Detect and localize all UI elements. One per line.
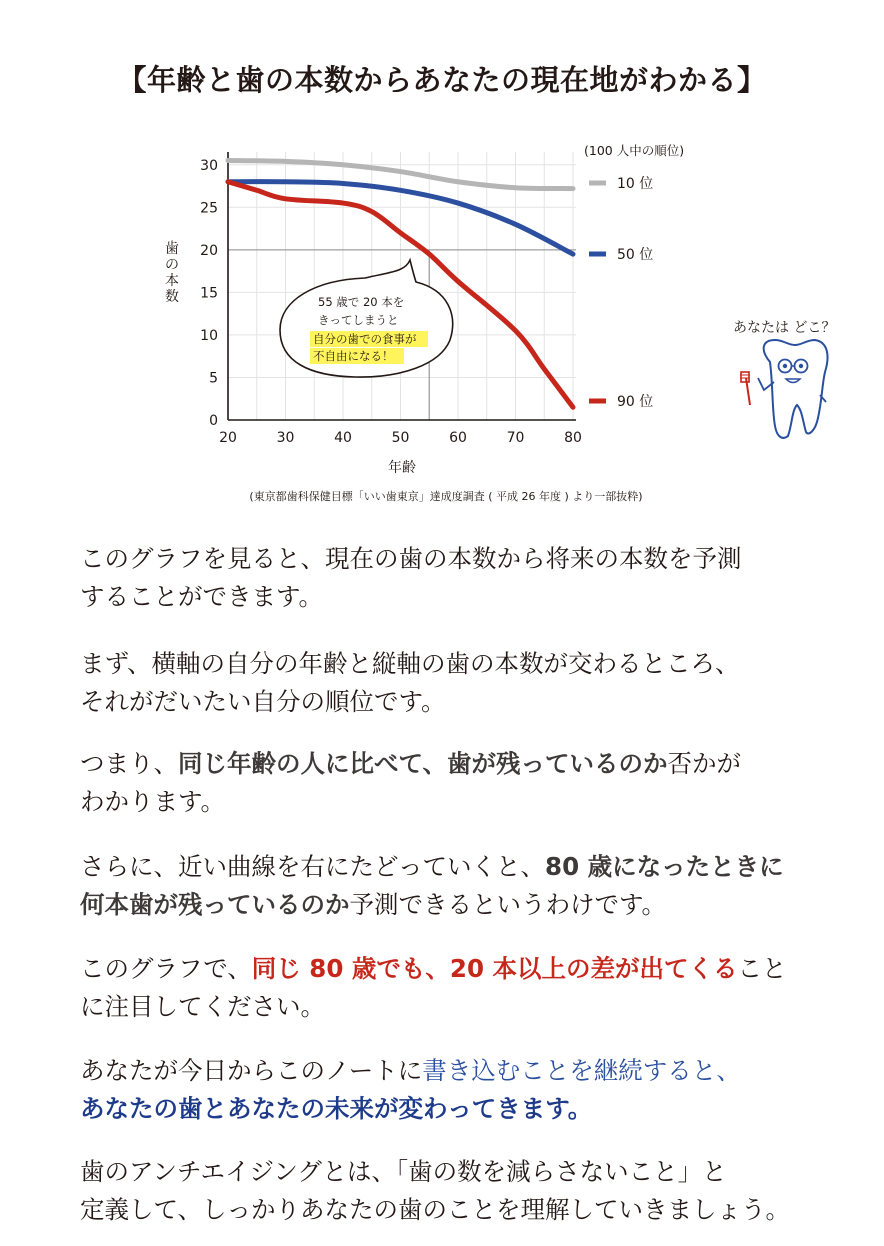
paragraph-line xyxy=(80,683,840,721)
x-tick-label: 30 xyxy=(276,430,295,446)
annotation-line: きってしまうと xyxy=(318,313,399,327)
body-text-segment: 歯のアンチエイジングとは、「歯の数を減らさないこと」と xyxy=(80,1157,727,1186)
body-text-segment: まず、横軸の自分の年齢と縦軸の歯の本数が交わるところ、 xyxy=(80,649,740,678)
body-text-segment: このグラフで、 xyxy=(80,954,252,983)
y-axis-label xyxy=(165,240,179,305)
page-title: 【年齢と歯の本数からあなたの現在地がわかる】 xyxy=(117,63,767,97)
paragraph xyxy=(80,950,840,1026)
chart-legend xyxy=(589,176,653,410)
annotation-highlight: 自分の歯での食事が xyxy=(313,332,417,346)
y-axis-label-char: 本 xyxy=(165,273,179,289)
paragraph-line xyxy=(80,540,840,578)
paragraph-line xyxy=(80,988,840,1026)
y-tick-label: 0 xyxy=(209,413,218,429)
emphasis-text: 同じ年齢の人に比べて、歯が残っているのか xyxy=(178,749,668,778)
y-tick-label: 25 xyxy=(200,200,218,217)
paragraph-line xyxy=(80,645,840,683)
paragraph xyxy=(80,745,840,821)
legend-label: 50 位 xyxy=(617,247,654,263)
x-tick-label: 20 xyxy=(219,430,237,446)
paragraph-line xyxy=(80,1191,840,1229)
y-tick-label: 30 xyxy=(200,157,218,174)
tooth-mascot-icon xyxy=(740,340,828,438)
chart-annotation-bubble xyxy=(280,260,453,377)
body-text-segment: に注目してください。 xyxy=(80,992,325,1021)
body-text-segment: つまり、 xyxy=(80,749,178,778)
body-text-segment: こと xyxy=(737,954,787,983)
y-axis-label-char: 歯 xyxy=(165,241,179,257)
y-tick-label: 5 xyxy=(209,370,218,387)
paragraph-line xyxy=(80,950,840,988)
paragraph xyxy=(80,540,840,616)
body-text-segment: 定義して、しっかりあなたの歯のことを理解していきましょう。 xyxy=(80,1195,791,1224)
emphasis-text: 80 歳になったときに xyxy=(545,852,784,881)
paragraph-line xyxy=(80,1153,840,1191)
paragraph-line xyxy=(80,886,840,924)
body-text-segment: さらに、近い曲線を右にたどっていくと、 xyxy=(80,852,546,881)
body-text-segment: あなたが今日からこのノートに xyxy=(80,1056,423,1085)
emphasis-text: あなたの歯とあなたの未来が変わってきます。 xyxy=(80,1094,593,1123)
body-text-segment: わかります。 xyxy=(80,787,226,816)
chart-source: (東京都歯科保健目標「いい歯東京」達成度調査 ( 平成 26 年度 ) より一部抜粋) xyxy=(249,490,643,503)
legend-label: 10 位 xyxy=(617,176,654,192)
paragraph-line xyxy=(80,745,840,783)
paragraph xyxy=(80,645,840,721)
x-tick-label: 80 xyxy=(564,430,582,446)
body-text-segment: それがだいたい自分の順位です。 xyxy=(80,687,446,716)
body-text-segment: することができます。 xyxy=(80,582,324,611)
x-tick-label: 50 xyxy=(391,430,410,446)
y-axis-label-char: の xyxy=(165,257,179,273)
legend-title: (100 人中の順位) xyxy=(584,143,685,158)
paragraph xyxy=(80,1052,840,1128)
annotation-highlight: 不自由になる！ xyxy=(313,349,394,363)
emphasis-text: 書き込むことを継続すると、 xyxy=(422,1056,741,1085)
annotation-line: 55 歳で 20 本を xyxy=(318,295,405,309)
tooth-count-chart xyxy=(0,0,884,520)
body-text-segment: 予測できるというわけです。 xyxy=(349,890,667,919)
body-text-segment: 否かが xyxy=(667,749,742,778)
emphasis-text: 何本歯が残っているのか xyxy=(80,890,350,919)
x-tick-label: 40 xyxy=(334,430,352,446)
paragraph-line xyxy=(80,578,840,616)
y-axis-label-char: 数 xyxy=(165,289,179,305)
mascot-bubble-text: あなたは どこ？ xyxy=(733,320,836,336)
paragraph-line xyxy=(80,1090,840,1128)
paragraph xyxy=(80,1153,840,1229)
y-tick-label: 15 xyxy=(200,285,218,302)
legend-label: 90 位 xyxy=(617,394,654,410)
emphasis-text: 同じ 80 歳でも、20 本以上の差が出てくる xyxy=(251,954,738,983)
x-tick-label: 60 xyxy=(449,430,467,446)
paragraph-line xyxy=(80,783,840,821)
y-tick-label: 10 xyxy=(200,327,218,344)
paragraph-line xyxy=(80,848,840,886)
paragraph xyxy=(80,848,840,924)
x-tick-label: 70 xyxy=(506,430,525,446)
paragraph-line xyxy=(80,1052,840,1090)
x-axis-label: 年齢 xyxy=(388,460,416,476)
body-text-segment: このグラフを見ると、現在の歯の本数から将来の本数を予測 xyxy=(80,544,742,573)
y-tick-label: 20 xyxy=(200,242,218,259)
